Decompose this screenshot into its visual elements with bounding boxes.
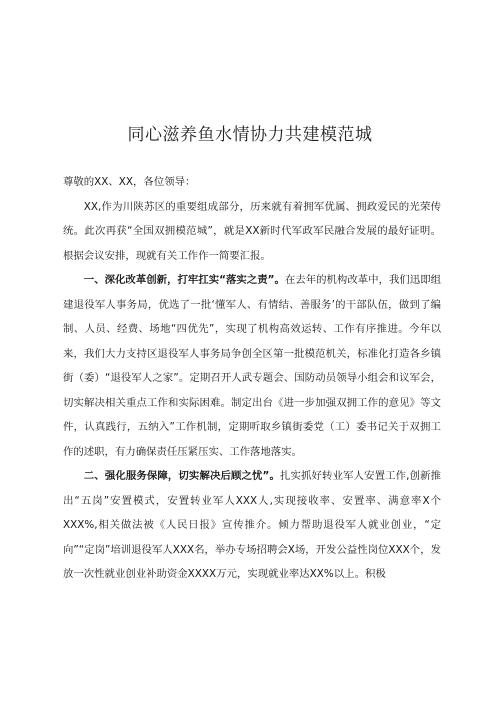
section-1-heading: 一、深化改革创新，打牢扛实“落实之责”。	[83, 274, 285, 286]
document-body	[63, 170, 441, 587]
paragraph-section-1	[63, 268, 441, 464]
salutation: 尊敬的XX、XX，各位领导：	[63, 176, 196, 188]
section-1-body: 在去年的机构改革中，我们迅即组建退役军人事务局，优选了一批‘懂军人、有情结、善服务’的干部队伍，做到了编制、人员、经费、场地“四优先”，实现了机构高效运转、工作有序推进。今年以来，我们大力支持区退役军人事务局争创全区第一批模范机关，标准化打造各乡镇街（委）“退役军人之家”。定期召开人武专题会、国防动员领导小组会和议军会，切实解决相关重点工作和实际困难。制定出台《进一步加强双拥工作的意见》等文件，认真践行，五纳入”工作机制，定期听取乡镇街委党（工）委书记关于双拥工作的述职，有力确保责任压紧压实、工作落地落实。	[63, 274, 442, 458]
section-2-body: 扎实抓好转业军人安置工作,创新推出“五岗”安置模式，安置转业军人XXX人,实现接收率、安置率、满意率X个XXX%,相关做法被《人民日报》宣传推介。倾力帮助退役军人就业创业，“定向”“定岗”培训退役军人XXX名，举办专场招聘会X场，开发公益性岗位XXX个，发放一次性就业创业补助资金XXXX万元，实现就业率达XX%以上。积极	[63, 470, 442, 580]
document-title: 同心滋养鱼水情协力共建模范城	[127, 125, 373, 145]
paragraph-section-2	[63, 464, 441, 587]
paragraph-intro	[63, 195, 441, 269]
section-2-heading: 二、强化服务保障，切实解决后顾之忧”。	[83, 470, 280, 482]
paragraph-intro-body: XX,作为川陕苏区的重要组成部分，历来就有着拥军优属、拥政爱民的光荣传统。此次再获“全国双拥模范城”，就是XX新时代军政军民融合发展的最好证明。根据会议安排，现就有关工作作一简要汇报。	[63, 200, 441, 262]
